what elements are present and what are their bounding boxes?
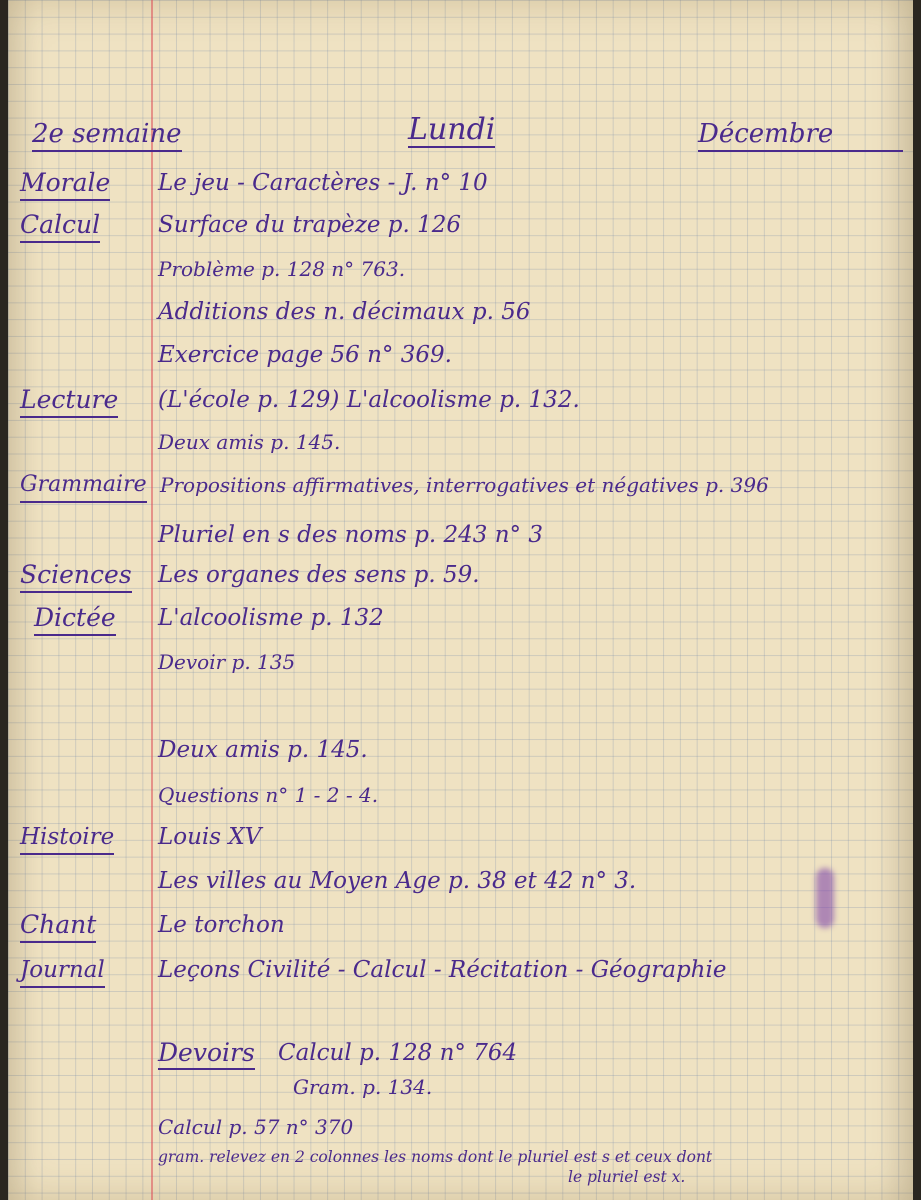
entry-text: Deux amis p. 145. <box>158 737 368 763</box>
devoirs-line: Calcul p. 128 n° 764 <box>278 1040 518 1066</box>
entry-text: Problème p. 128 n° 763. <box>158 257 406 281</box>
subject-label: Sciences <box>20 560 132 593</box>
entry-text: Additions des n. décimaux p. 56 <box>158 299 531 325</box>
entry-text: Propositions affirmatives, interrogatives et négatives p. 396 <box>160 473 769 497</box>
entry-text: Le jeu - Caractères - J. n° 10 <box>158 170 488 196</box>
subject-label: Lecture <box>20 385 118 418</box>
devoirs-title: Devoirs <box>158 1038 255 1070</box>
week-label: 2e semaine <box>32 118 182 152</box>
entry-text: Les villes au Moyen Age p. 38 et 42 n° 3. <box>158 868 637 894</box>
entry-text: Surface du trapèze p. 126 <box>158 212 462 238</box>
subject-label: Chant <box>20 910 96 943</box>
entry-text: Les organes des sens p. 59. <box>158 562 480 588</box>
devoirs-line: Gram. p. 134. <box>293 1075 433 1099</box>
subject-label: Morale <box>20 168 110 201</box>
devoirs-line: le pluriel est x. <box>568 1168 686 1186</box>
entry-text: (L'école p. 129) L'alcoolisme p. 132. <box>158 387 580 413</box>
entry-text: Exercice page 56 n° 369. <box>158 342 452 368</box>
entry-text: Pluriel en s des noms p. 243 n° 3 <box>158 522 543 548</box>
margin-line <box>151 0 153 1200</box>
entry-text: Devoir p. 135 <box>158 650 296 674</box>
entry-text: L'alcoolisme p. 132 <box>158 605 384 631</box>
entry-text: Deux amis p. 145. <box>158 430 341 454</box>
entry-text: Le torchon <box>158 912 285 938</box>
entry-text: Leçons Civilité - Calcul - Récitation - Géographie <box>158 957 727 983</box>
notebook-page <box>8 0 913 1200</box>
subject-label: Journal <box>20 955 105 988</box>
entry-text: Questions n° 1 - 2 - 4. <box>158 783 379 807</box>
devoirs-line: Calcul p. 57 n° 370 <box>158 1115 354 1139</box>
bleed-through-text <box>598 175 605 200</box>
ink-blot <box>816 868 834 928</box>
day-title: Lundi <box>408 112 496 147</box>
subject-label: Dictée <box>34 603 116 636</box>
subject-label: Calcul <box>20 210 100 243</box>
subject-label: Histoire <box>20 822 114 855</box>
entry-text: Louis XV <box>158 824 262 850</box>
devoirs-line: gram. relevez en 2 colonnes les noms dont le pluriel est s et ceux dont <box>158 1148 713 1166</box>
month-label: Décembre <box>698 118 903 152</box>
subject-label: Grammaire <box>20 470 147 503</box>
